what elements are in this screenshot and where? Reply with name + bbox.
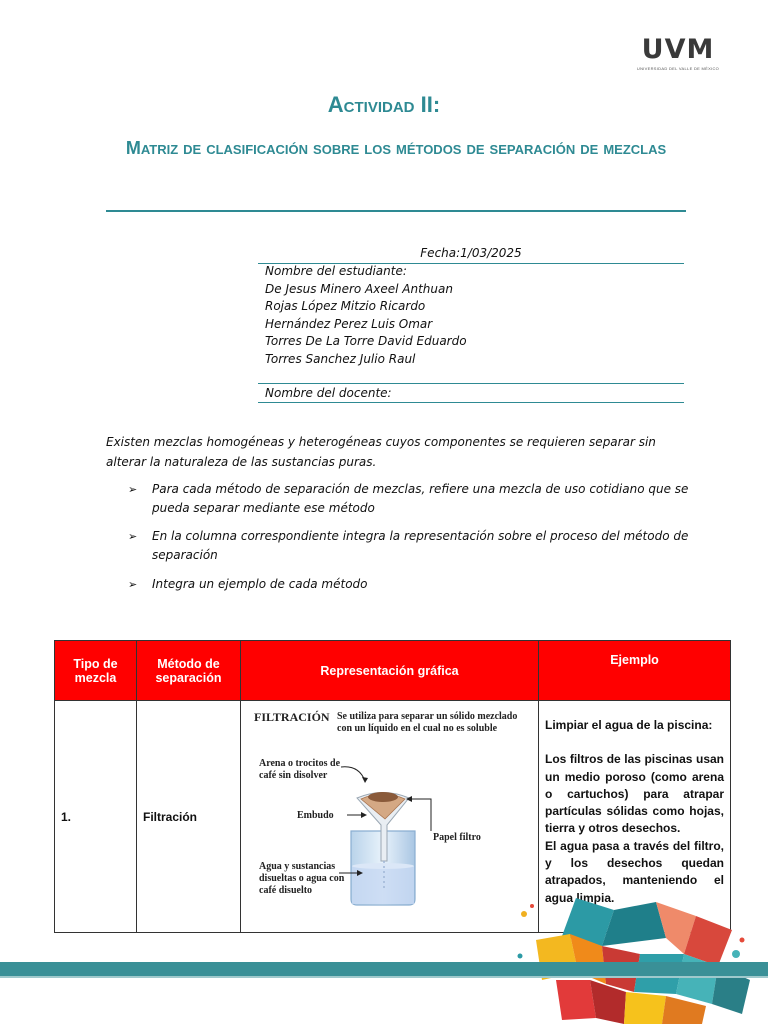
- instruction-item: [128, 480, 698, 518]
- activity-subtitle: Matriz de clasificación sobre los métodos de separación de mezclas: [125, 138, 667, 158]
- figure-description: Se utiliza para separar un sólido mezclado con un líquido en el cual no es soluble: [337, 711, 518, 734]
- student-name: Hernández Perez Luis Omar: [265, 316, 433, 331]
- logo-subtext: UNIVERSIDAD DEL VALLE DE MÉXICO: [636, 66, 720, 71]
- classification-matrix: [54, 640, 731, 933]
- student-name: De Jesus Minero Axeel Anthuan: [265, 281, 453, 296]
- column-header: Representación gráfica: [241, 641, 539, 701]
- table-header-row: [55, 641, 731, 701]
- students-label: Nombre del estudiante:: [265, 264, 407, 278]
- instruction-item: [128, 527, 698, 565]
- column-header: Ejemplo: [539, 641, 731, 701]
- example-paragraph: El agua pasa a través del filtro, y los desechos quedan atrapados, manteniendo el agua limpia.: [545, 838, 724, 905]
- instruction-text: Integra un ejemplo de cada método: [152, 577, 368, 591]
- graphic-cell: [241, 701, 539, 933]
- method-cell: Filtración: [137, 701, 241, 933]
- arrow-bullet-icon: ➢: [128, 530, 138, 543]
- footer-stripe: [0, 962, 768, 976]
- example-title: Limpiar el agua de la piscina:: [545, 718, 713, 732]
- filtration-diagram: [241, 701, 537, 929]
- arrow-bullet-icon: ➢: [128, 578, 138, 591]
- intro-paragraph: Existen mezclas homogéneas y heterogéneas cuyos componentes se requieren separar sin alterar la naturaleza de las sustancias puras.: [106, 435, 656, 469]
- instruction-text: En la columna correspondiente integra la representación sobre el proceso del método de separación: [152, 529, 689, 562]
- column-header: Método de separación: [137, 641, 241, 701]
- students-block: [258, 264, 684, 369]
- decorative-cubes: [506, 896, 768, 1024]
- label-funnel: Embudo: [297, 810, 334, 821]
- instruction-text: Para cada método de separación de mezclas, refiere una mezcla de uso cotidiano que se pueda separar mediante ese método: [152, 482, 689, 515]
- student-name: Rojas López Mitzio Ricardo: [265, 299, 426, 313]
- student-name: Torres Sanchez Julio Raul: [265, 351, 416, 366]
- label-sand: Arena o trocitos de café sin disolver: [259, 758, 341, 781]
- instruction-item: [128, 575, 698, 594]
- figure-title: FILTRACIÓN: [254, 710, 330, 724]
- arrow-bullet-icon: ➢: [128, 483, 138, 496]
- uvm-logo: [636, 36, 720, 71]
- footer-stripe-light: [0, 976, 768, 978]
- example-paragraph: Los filtros de las piscinas usan un medio poroso (como arena o cartuchos) para atrapar partículas sólidas como hojas, tierra y otros desechos.: [545, 752, 724, 836]
- label-filter-paper: Papel filtro: [433, 832, 481, 843]
- label-liquid: Agua y sustancias disueltas o agua con café disuelto: [259, 861, 345, 896]
- student-name: Torres De La Torre David Eduardo: [265, 334, 467, 348]
- title-divider: [106, 210, 686, 212]
- column-header: Tipo de mezcla: [55, 641, 137, 701]
- date-field: Fecha:1/03/2025: [258, 246, 684, 264]
- teacher-field: Nombre del docente:: [258, 383, 684, 403]
- logo-text: UVM: [641, 34, 715, 65]
- activity-title: Actividad II:: [327, 92, 441, 117]
- mixture-type-cell: 1.: [55, 701, 137, 933]
